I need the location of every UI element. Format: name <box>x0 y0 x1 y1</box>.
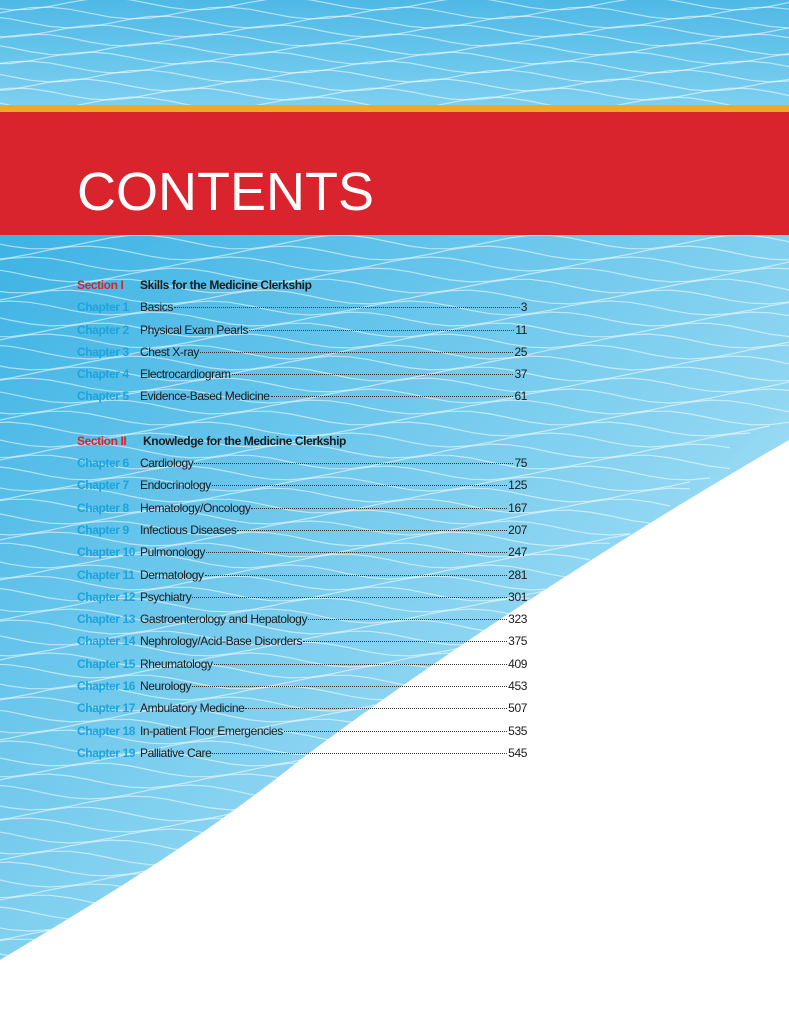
chapter-label: Chapter 8 <box>77 500 129 515</box>
page-number: 37 <box>514 367 527 382</box>
dot-leader <box>251 508 507 509</box>
section-label: Section II <box>77 433 127 448</box>
chapter-label: Chapter 13 <box>77 612 136 627</box>
dot-leader <box>174 307 520 308</box>
section-label: Section I <box>77 278 124 292</box>
chapter-entry <box>140 363 527 385</box>
page-title: CONTENTS <box>77 162 374 222</box>
chapter-label: Chapter 19 <box>77 745 136 760</box>
chapter-label: Chapter 4 <box>77 367 129 382</box>
toc-entry[interactable] <box>77 319 527 341</box>
section-title: Knowledge for the Medicine Clerkship <box>143 433 346 448</box>
chapter-label: Chapter 5 <box>77 389 129 404</box>
dot-leader <box>303 641 507 642</box>
toc-entry[interactable] <box>77 341 527 363</box>
page-number: 11 <box>515 322 527 337</box>
toc-entry[interactable] <box>77 586 527 608</box>
chapter-entry <box>140 608 527 630</box>
page-number: 281 <box>508 567 527 582</box>
dot-leader <box>192 597 507 598</box>
toc-entry[interactable] <box>77 541 527 563</box>
chapter-entry <box>140 474 527 496</box>
chapter-entry <box>140 697 527 719</box>
chapter-label: Chapter 12 <box>77 589 136 604</box>
chapter-entry <box>140 497 527 519</box>
page-number: 25 <box>514 344 527 359</box>
title-banner <box>0 112 789 235</box>
toc-entry[interactable] <box>77 519 527 541</box>
chapter-label: Chapter 3 <box>77 344 129 359</box>
chapter-title: Physical Exam Pearls <box>140 322 249 337</box>
chapter-entry <box>140 742 527 764</box>
chapter-label: Chapter 2 <box>77 322 129 337</box>
chapter-entry <box>140 341 527 363</box>
chapter-title: Endocrinology <box>140 478 211 493</box>
chapter-entry <box>140 452 527 474</box>
chapter-title: Hematology/Oncology <box>140 500 251 515</box>
banner-accent-stripe <box>0 105 789 112</box>
page-number: 545 <box>508 745 527 760</box>
toc-entry[interactable] <box>77 474 527 496</box>
page-number: 453 <box>508 679 527 694</box>
section-title: Skills for the Medicine Clerkship <box>140 278 312 292</box>
chapter-label: Chapter 18 <box>77 723 136 738</box>
toc-entry[interactable] <box>77 452 527 474</box>
toc-entry[interactable] <box>77 385 527 407</box>
toc-entry[interactable] <box>77 296 527 318</box>
page-number: 375 <box>508 634 527 649</box>
page-number: 323 <box>508 612 527 627</box>
chapter-entry <box>140 675 527 697</box>
chapter-title: Gastroenterology and Hepatology <box>140 612 308 627</box>
chapter-title: Infectious Diseases <box>140 522 237 537</box>
chapter-title: Chest X-ray <box>140 344 199 359</box>
dot-leader <box>232 374 514 375</box>
dot-leader <box>214 664 508 665</box>
toc-entry[interactable] <box>77 497 527 519</box>
dot-leader <box>249 330 514 331</box>
wave-line <box>0 952 90 964</box>
chapter-title: In-patient Floor Emergencies <box>140 723 283 738</box>
chapter-label: Chapter 17 <box>77 701 136 716</box>
dot-leader <box>284 731 507 732</box>
dot-leader <box>212 485 507 486</box>
toc-entry[interactable] <box>77 675 527 697</box>
chapter-label: Chapter 6 <box>77 456 129 471</box>
chapter-title: Cardiology <box>140 456 194 471</box>
page-number: 409 <box>508 656 527 671</box>
dot-leader <box>192 686 507 687</box>
dot-leader <box>237 530 507 531</box>
chapter-entry <box>140 564 527 586</box>
dot-leader <box>308 619 507 620</box>
chapter-label: Chapter 10 <box>77 545 136 560</box>
chapter-title: Neurology <box>140 679 192 694</box>
section-heading <box>77 274 527 296</box>
chapter-title: Dermatology <box>140 567 204 582</box>
page-number: 75 <box>514 456 527 471</box>
chapter-entry <box>140 630 527 652</box>
chapter-title: Basics <box>140 300 173 315</box>
chapter-title: Electrocardiogram <box>140 367 231 382</box>
dot-leader <box>205 575 508 576</box>
section-chapter-list <box>77 452 527 764</box>
dot-leader <box>271 396 514 397</box>
chapter-title: Rheumatology <box>140 656 213 671</box>
table-of-contents <box>77 274 527 764</box>
page-number: 535 <box>508 723 527 738</box>
dot-leader <box>212 753 507 754</box>
page-number: 207 <box>508 522 527 537</box>
chapter-title: Evidence-Based Medicine <box>140 389 270 404</box>
section-heading <box>77 430 527 452</box>
chapter-title: Pulmonology <box>140 545 205 560</box>
dot-leader <box>194 463 513 464</box>
page-number: 61 <box>514 389 527 404</box>
page-number: 167 <box>508 500 527 515</box>
toc-entry[interactable] <box>77 363 527 385</box>
chapter-title: Psychiatry <box>140 589 192 604</box>
page-number: 301 <box>508 589 527 604</box>
chapter-entry <box>140 385 527 407</box>
chapter-label: Chapter 14 <box>77 634 136 649</box>
toc-entry[interactable] <box>77 630 527 652</box>
chapter-entry <box>140 720 527 742</box>
dot-leader <box>200 352 513 353</box>
toc-entry[interactable] <box>77 564 527 586</box>
chapter-label: Chapter 11 <box>77 567 135 582</box>
page-number: 507 <box>508 701 527 716</box>
page-number: 3 <box>520 300 527 315</box>
chapter-entry <box>140 319 527 341</box>
chapter-label: Chapter 16 <box>77 679 136 694</box>
toc-entry[interactable] <box>77 720 527 742</box>
chapter-entry <box>140 541 527 563</box>
section-chapter-list <box>77 296 527 407</box>
chapter-entry <box>140 296 527 318</box>
chapter-label: Chapter 7 <box>77 478 129 493</box>
toc-entry[interactable] <box>77 697 527 719</box>
chapter-entry <box>140 653 527 675</box>
chapter-entry <box>140 519 527 541</box>
toc-entry[interactable] <box>77 742 527 764</box>
chapter-label: Chapter 15 <box>77 656 136 671</box>
chapter-label: Chapter 1 <box>77 300 129 315</box>
page-number: 247 <box>508 545 527 560</box>
dot-leader <box>206 552 507 553</box>
chapter-title: Nephrology/Acid-Base Disorders <box>140 634 303 649</box>
dot-leader <box>245 708 507 709</box>
chapter-title: Ambulatory Medicine <box>140 701 245 716</box>
toc-entry[interactable] <box>77 608 527 630</box>
chapter-label: Chapter 9 <box>77 522 129 537</box>
toc-entry[interactable] <box>77 653 527 675</box>
chapter-title: Palliative Care <box>140 745 212 760</box>
page-number: 125 <box>508 478 527 493</box>
chapter-entry <box>140 586 527 608</box>
